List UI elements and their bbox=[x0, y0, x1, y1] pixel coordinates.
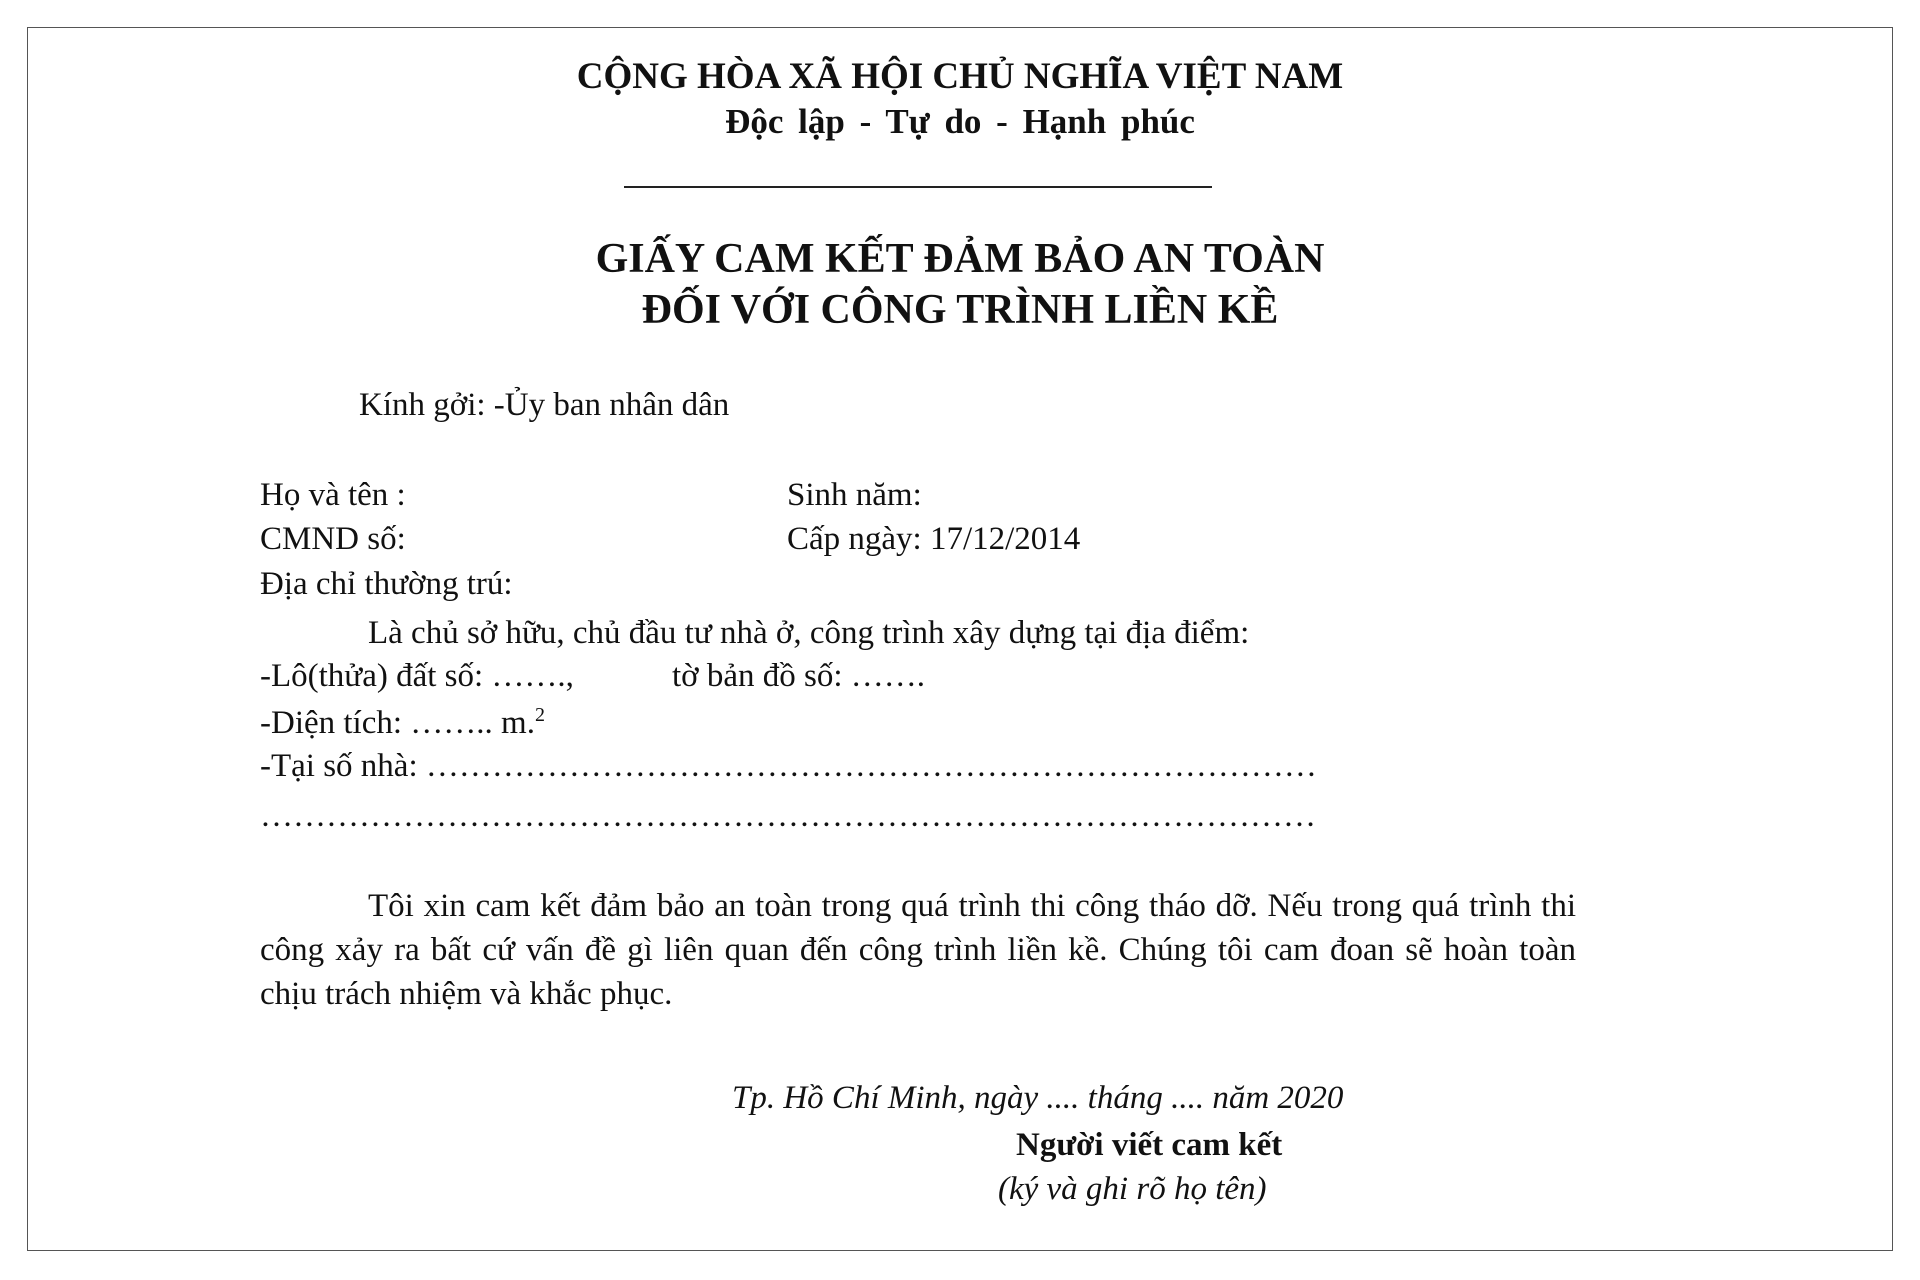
nation-heading: CỘNG HÒA XÃ HỘI CHỦ NGHĨA VIỆT NAM bbox=[576, 56, 1344, 97]
field-issue-date: Cấp ngày: 17/12/2014 bbox=[787, 521, 1081, 557]
field-area bbox=[260, 705, 545, 740]
field-id-number: CMND số: bbox=[260, 521, 406, 557]
document-title-line2: ĐỐI VỚI CÔNG TRÌNH LIỀN KỀ bbox=[641, 287, 1279, 333]
signer-title: Người viết cam kết bbox=[1016, 1127, 1283, 1163]
field-area-text: -Diện tích: …….. m. bbox=[260, 705, 535, 741]
field-name: Họ và tên : bbox=[260, 477, 406, 513]
field-map-sheet: tờ bản đồ số: ……. bbox=[672, 658, 926, 694]
document-title-line1: GIẤY CAM KẾT ĐẢM BẢO AN TOÀN bbox=[595, 236, 1325, 282]
field-continuation-dots: …………………………………………………………………………………… bbox=[260, 798, 1316, 834]
signature-note: (ký và ghi rõ họ tên) bbox=[998, 1171, 1267, 1207]
header-divider bbox=[624, 186, 1212, 188]
field-lot: -Lô(thửa) đất số: ……., bbox=[260, 658, 574, 694]
motto: Độc lập - Tự do - Hạnh phúc bbox=[725, 102, 1195, 141]
recipient: Kính gởi: -Ủy ban nhân dân bbox=[359, 387, 730, 423]
place-date: Tp. Hồ Chí Minh, ngày .... tháng .... năm 2020 bbox=[732, 1080, 1344, 1116]
field-birth-year: Sinh năm: bbox=[787, 477, 922, 513]
area-unit-superscript: 2 bbox=[534, 704, 545, 726]
field-house-number: -Tại số nhà: ……………………………………………………………………… bbox=[260, 748, 1317, 784]
commitment-paragraph: Tôi xin cam kết đảm bảo an toàn trong quá trình thi công tháo dỡ. Nếu trong quá trình thi công xảy ra bất cứ vấn đề gì liên quan đến công trình liền kề. Chúng tôi cam đoan sẽ hoàn toàn chịu trách nhiệm và khắc phục. bbox=[260, 888, 1576, 1012]
owner-statement: Là chủ sở hữu, chủ đầu tư nhà ở, công trình xây dựng tại địa điểm: bbox=[368, 615, 1250, 651]
field-address: Địa chỉ thường trú: bbox=[260, 566, 513, 602]
